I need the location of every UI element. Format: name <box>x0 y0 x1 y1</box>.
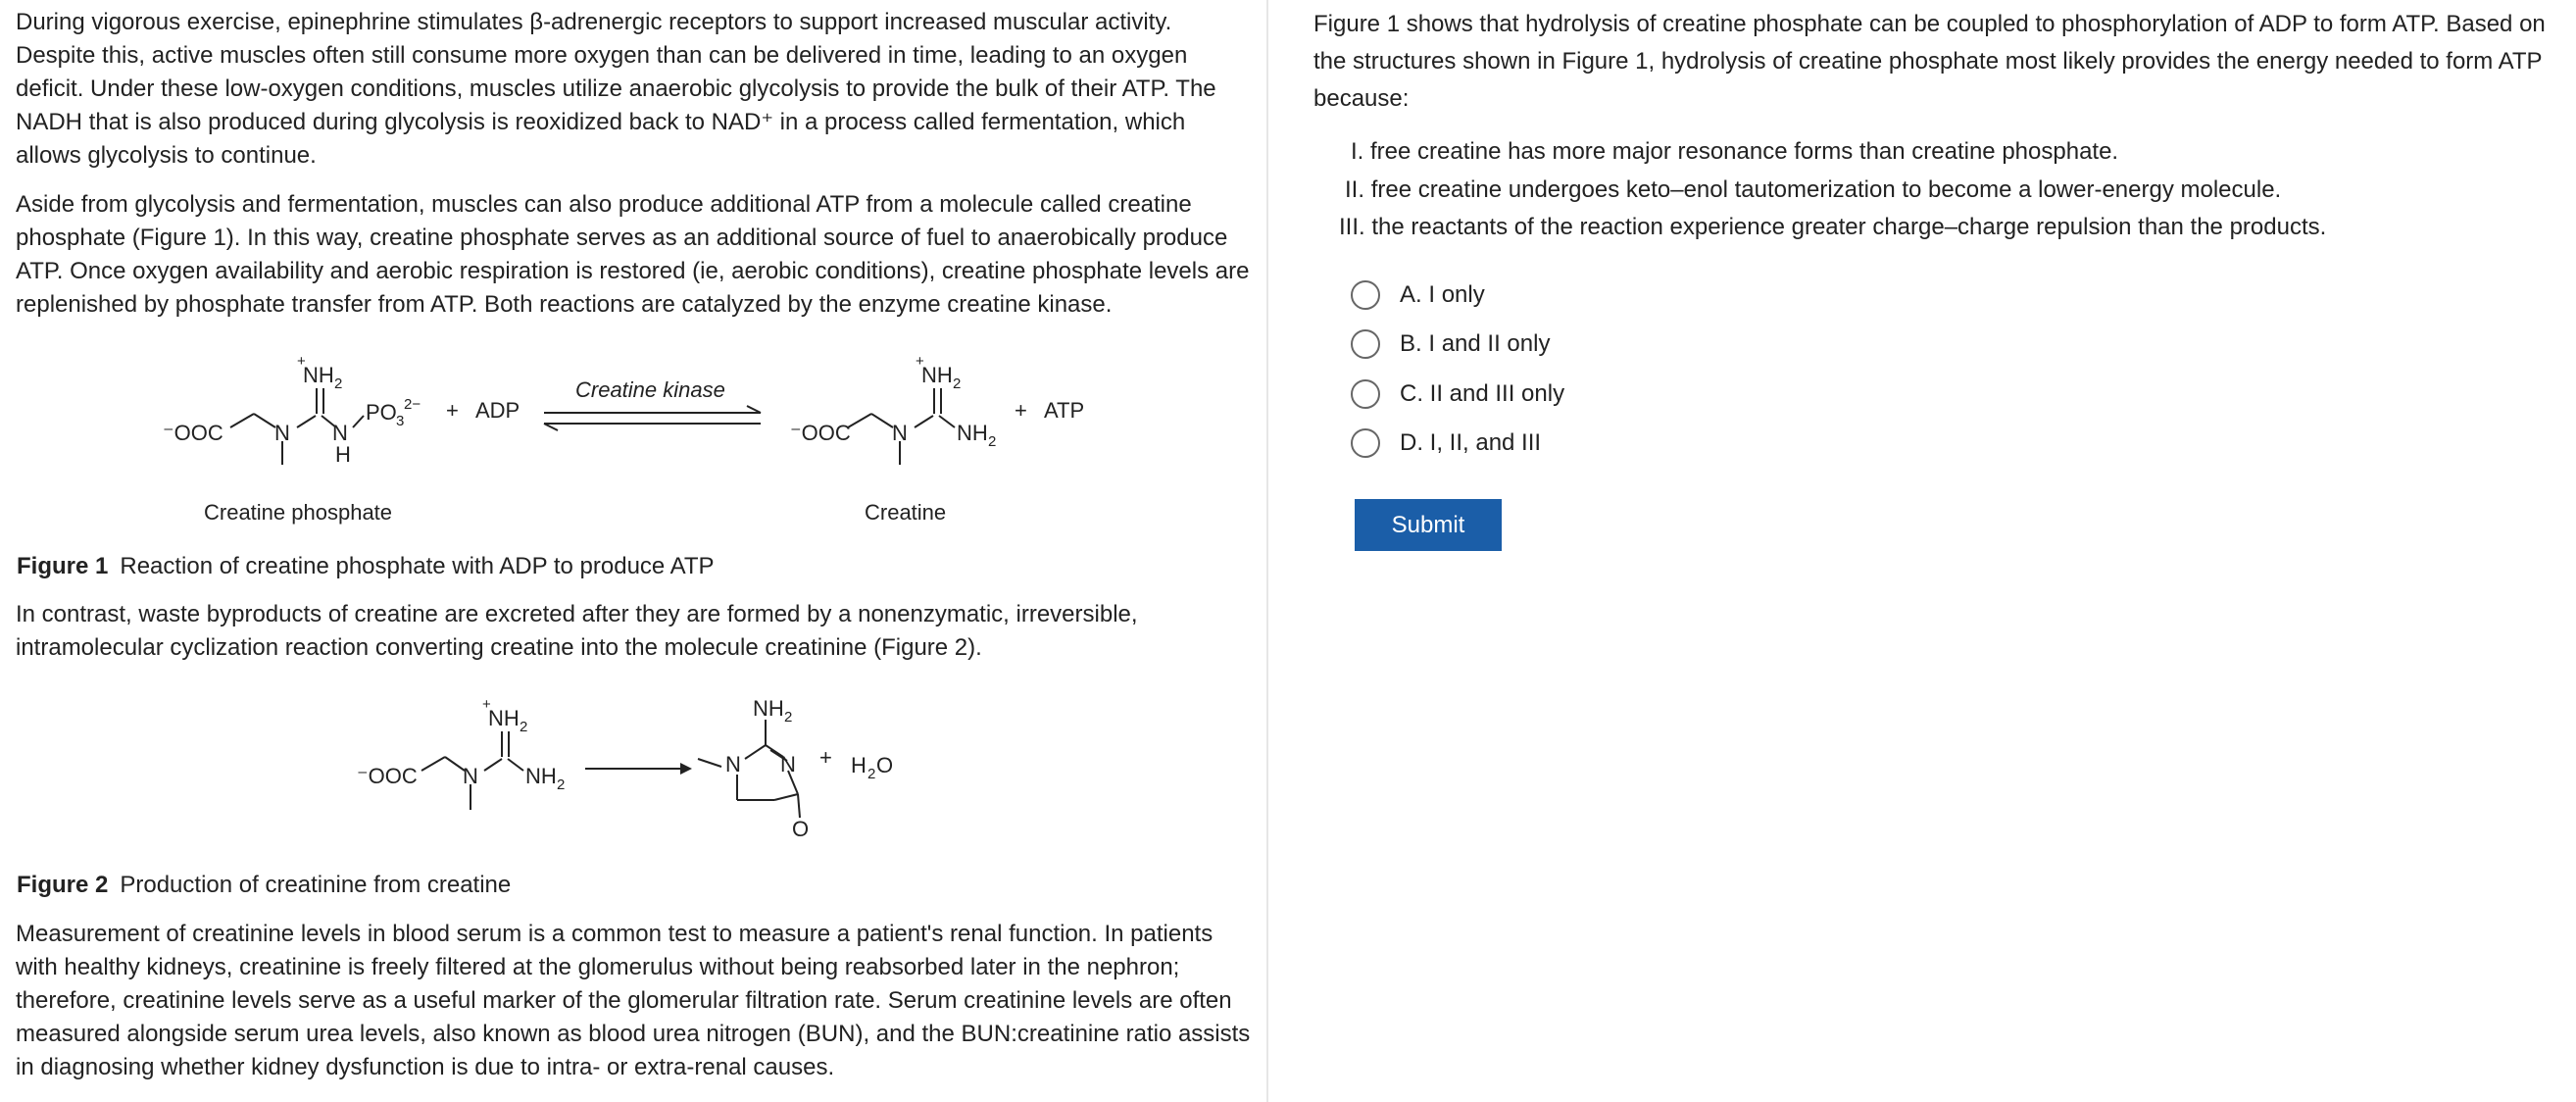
atp-label: ATP <box>1044 398 1085 423</box>
subscript-label: 2 <box>334 376 343 392</box>
nitrogen-label: N <box>892 421 908 445</box>
plus-sign: + <box>446 398 459 423</box>
equilibrium-arrows <box>544 406 761 430</box>
nitrogen-label: N <box>780 752 796 776</box>
radio-button[interactable] <box>1351 329 1380 359</box>
statement-i <box>1351 136 2118 168</box>
passage-paragraph: In contrast, waste byproducts of creatine are excreted after they are formed by a nonenzymatic, irreversible, intramolecular cyclization reaction converting creatine into the molecule creatinine (Figure 2). <box>16 601 1138 661</box>
plus-sign: + <box>819 745 832 770</box>
water-label: H <box>851 753 867 777</box>
adp-label: ADP <box>475 398 520 423</box>
answer-choice-d[interactable] <box>1351 424 1541 463</box>
nitrogen-label: N <box>725 752 741 776</box>
carboxylate-label: ⁻OOC <box>163 421 223 445</box>
plus-charge-label: + <box>916 353 924 370</box>
answer-choice-c[interactable] <box>1351 375 1564 414</box>
statement-numeral: III. <box>1339 214 1365 240</box>
statement-text: the reactants of the reaction experience greater charge–charge repulsion than the products. <box>1371 214 2327 240</box>
phosphate-label: PO <box>366 400 397 425</box>
subscript-label: 2 <box>953 376 962 392</box>
choice-label: D. I, II, and III <box>1400 429 1542 456</box>
water-oxygen-label: O <box>876 753 894 777</box>
nitrogen-label: N <box>463 764 478 788</box>
amino-label: NH <box>488 706 520 730</box>
radio-button[interactable] <box>1351 280 1380 310</box>
subscript-label: 2 <box>867 766 876 782</box>
choice-label: C. II and III only <box>1400 380 1565 407</box>
statement-text: free creatine has more major resonance forms than creatine phosphate. <box>1370 138 2119 165</box>
subscript-label: 2 <box>784 709 793 726</box>
product-name: Creatine <box>865 500 947 525</box>
subscript-label: 2 <box>988 433 997 450</box>
statement-numeral: I. <box>1351 138 1364 165</box>
carboxylate-label: ⁻OOC <box>357 764 418 788</box>
figure-2-caption <box>17 869 511 902</box>
statement-text: free creatine undergoes keto–enol tautomerization to become a lower-energy molecule. <box>1370 176 2282 203</box>
choice-label: A. I only <box>1400 281 1485 308</box>
amino-label: NH <box>525 764 557 788</box>
nitrogen-label: N <box>274 421 290 445</box>
submit-button[interactable]: Submit <box>1355 499 1502 551</box>
amino-label: NH <box>753 696 784 721</box>
subscript-label: 2 <box>520 719 528 735</box>
radio-button[interactable] <box>1351 428 1380 458</box>
charge-label: 2− <box>404 396 421 413</box>
figure-2-caption-text: Production of creatinine from creatine <box>120 872 512 898</box>
plus-sign: + <box>1015 398 1027 423</box>
amino-label: NH <box>303 363 334 387</box>
figure-1-caption-text: Reaction of creatine phosphate with ADP to produce ATP <box>120 553 715 579</box>
enzyme-label: Creatine kinase <box>575 377 725 402</box>
carboxylate-label: ⁻OOC <box>790 421 851 445</box>
figure-1-caption <box>17 550 715 583</box>
figure-2-label: Figure 2 <box>17 872 109 898</box>
reactant-name: Creatine phosphate <box>204 500 393 525</box>
statement-numeral: II. <box>1345 176 1365 203</box>
passage-panel <box>0 0 1268 1102</box>
choice-label: B. I and II only <box>1400 330 1551 357</box>
answer-choice-b[interactable] <box>1351 325 1550 364</box>
figure-1-label: Figure 1 <box>17 553 109 579</box>
figure-2-diagram <box>0 686 1264 853</box>
answer-choice-a[interactable] <box>1351 276 1485 315</box>
nitrogen-label: N <box>332 421 348 445</box>
question-stem: Figure 1 shows that hydrolysis of creatine phosphate can be coupled to phosphorylation of ADP to form ATP. Based on the structures shown in Figure 1, hydrolysis of creatine phosphate most likely provides the energy needed to form ATP because: <box>1313 11 2546 112</box>
amino-label: NH <box>957 421 988 445</box>
subscript-label: 3 <box>396 413 405 429</box>
passage-paragraph: Measurement of creatinine levels in blood serum is a common test to measure a patient's renal function. In patients with healthy kidneys, creatinine is freely filtered at the glomerulus without being reabsorbed later in the nephron; therefore, creatinine levels serve as a useful marker of the glomerular filtration rate. Serum creatinine levels are often measured alongside serum urea levels, also known as blood urea nitrogen (BUN), and the BUN:creatinine ratio assists in diagnosing whether kidney dysfunction is due to intra- or extra-renal causes. <box>16 921 1251 1080</box>
figure-1-diagram <box>0 343 1264 539</box>
arrow-head <box>680 763 692 775</box>
passage-paragraph: During vigorous exercise, epinephrine stimulates β-adrenergic receptors to support increased muscular activity. Despite this, active muscles often still consume more oxygen than can be delivered in time, leading to an oxygen deficit. Under these low-oxygen conditions, muscles utilize anaerobic glycolysis to provide the bulk of their ATP. The NADH that is also produced during glycolysis is reoxidized back to NAD⁺ in a process called fermentation, which allows glycolysis to continue. <box>16 9 1216 169</box>
passage-paragraph: Aside from glycolysis and fermentation, muscles can also produce additional ATP from a molecule called creatine phosphate (Figure 1). In this way, creatine phosphate serves as an additional source of fuel to anaerobically produce ATP. Once oxygen availability and aerobic respiration is restored (ie, aerobic conditions), creatine phosphate levels are replenished by phosphate transfer from ATP. Both reactions are catalyzed by the enzyme creatine kinase. <box>16 191 1250 318</box>
plus-charge-label: + <box>482 696 491 713</box>
subscript-label: 2 <box>557 776 566 793</box>
amino-label: NH <box>921 363 953 387</box>
plus-charge-label: + <box>297 353 306 370</box>
radio-button[interactable] <box>1351 379 1380 409</box>
statement-iii <box>1339 212 2326 243</box>
statement-ii <box>1345 175 2281 206</box>
hydrogen-label: H <box>335 442 351 467</box>
oxygen-label: O <box>792 817 810 841</box>
